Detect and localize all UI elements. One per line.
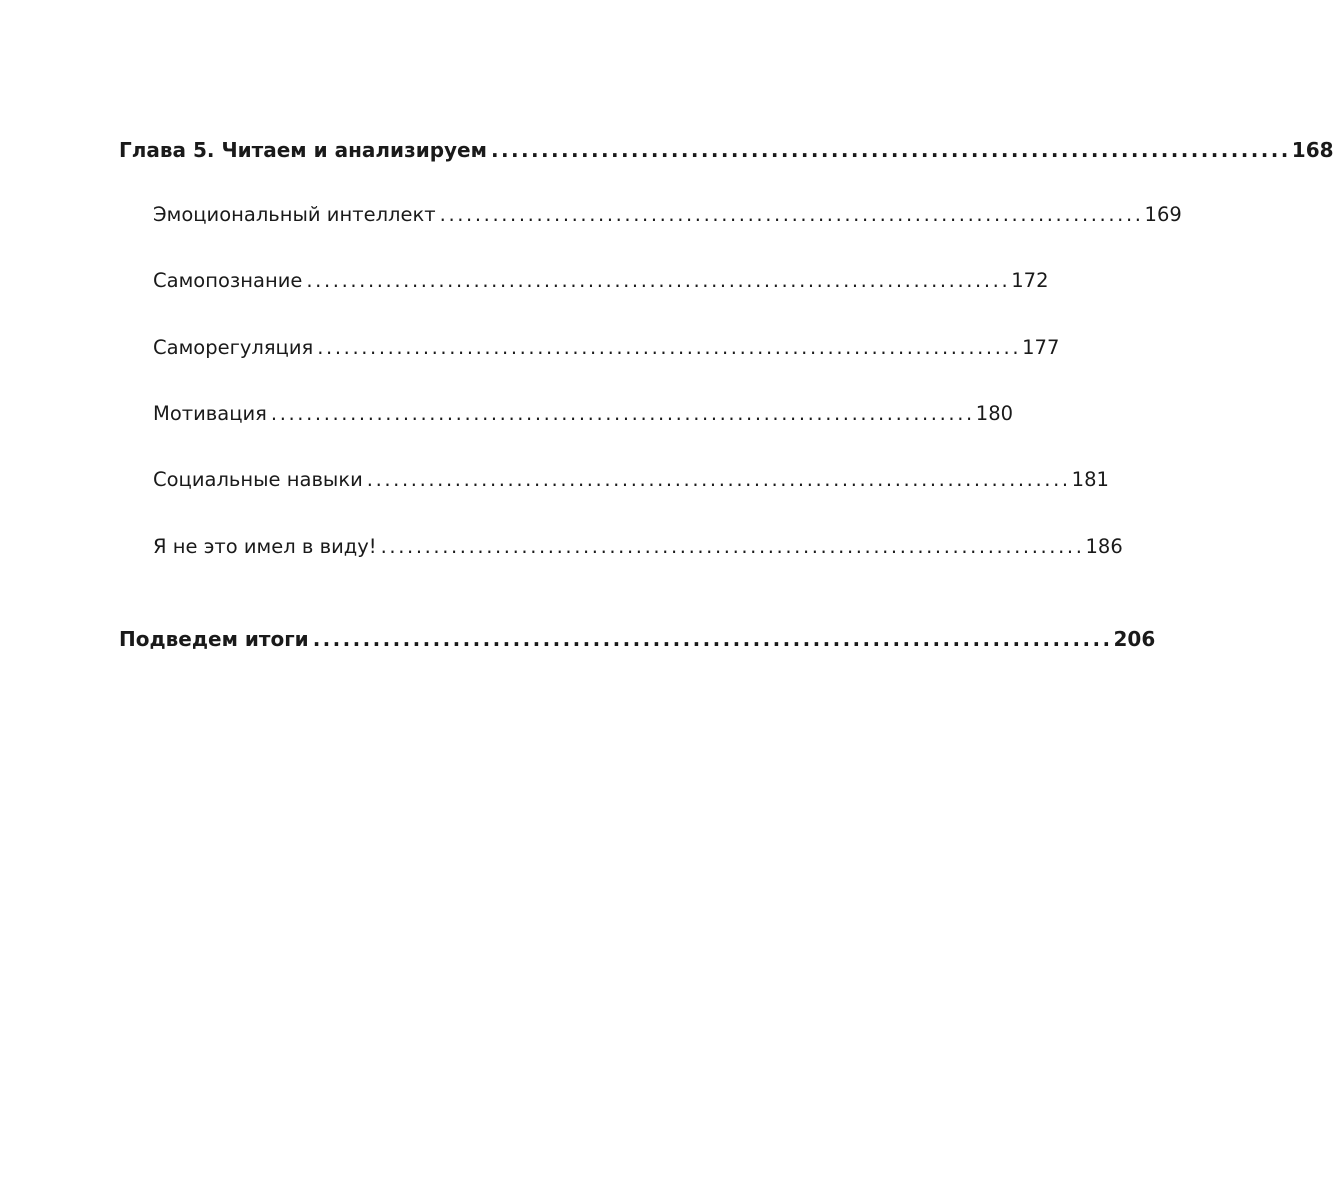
toc-page-number: 172	[1011, 269, 1049, 292]
toc-entry-title: Я не это имел в виду!	[153, 535, 377, 558]
toc-section-emotional-intelligence[interactable]	[153, 203, 1182, 226]
toc-page-number: 169	[1144, 203, 1182, 226]
dot-leader: ................................................................................	[366, 468, 1071, 491]
dot-leader: ................................................................................	[306, 269, 1011, 292]
toc-page-number: 168	[1291, 138, 1334, 162]
toc-page-number: 206	[1113, 627, 1156, 651]
toc-section-self-regulation[interactable]	[153, 336, 1060, 359]
toc-entry-title: Саморегуляция	[153, 336, 314, 359]
toc-page-number: 181	[1071, 468, 1109, 491]
toc-page-number: 180	[975, 402, 1014, 425]
dot-leader: ................................................................................	[439, 203, 1144, 226]
toc-entry-title: Эмоциональный интеллект	[153, 203, 436, 226]
dot-leader: ................................................................................	[380, 535, 1085, 558]
toc-summary[interactable]	[119, 627, 1156, 651]
dot-leader: ................................................................................	[490, 138, 1291, 162]
toc-entry-title: Социальные навыки	[153, 468, 363, 491]
dot-leader: ................................................................................	[317, 336, 1022, 359]
toc-entry-title: Подведем итоги	[119, 627, 309, 651]
toc-section-not-what-i-meant[interactable]	[153, 535, 1123, 558]
toc-section-social-skills[interactable]	[153, 468, 1109, 491]
toc-entry-title: Глава 5. Читаем и анализируем	[119, 138, 487, 162]
toc-chapter-5[interactable]	[119, 138, 1334, 162]
dot-leader: ................................................................................	[270, 402, 975, 425]
toc-entry-title: Самопознание	[153, 269, 303, 292]
toc-page-number: 177	[1022, 336, 1060, 359]
toc-section-self-awareness[interactable]	[153, 269, 1049, 292]
toc-page-number: 186	[1085, 535, 1123, 558]
toc-entry-title: Мотивация	[153, 402, 267, 425]
toc-section-motivation[interactable]	[153, 402, 1014, 425]
dot-leader: ................................................................................	[312, 627, 1113, 651]
